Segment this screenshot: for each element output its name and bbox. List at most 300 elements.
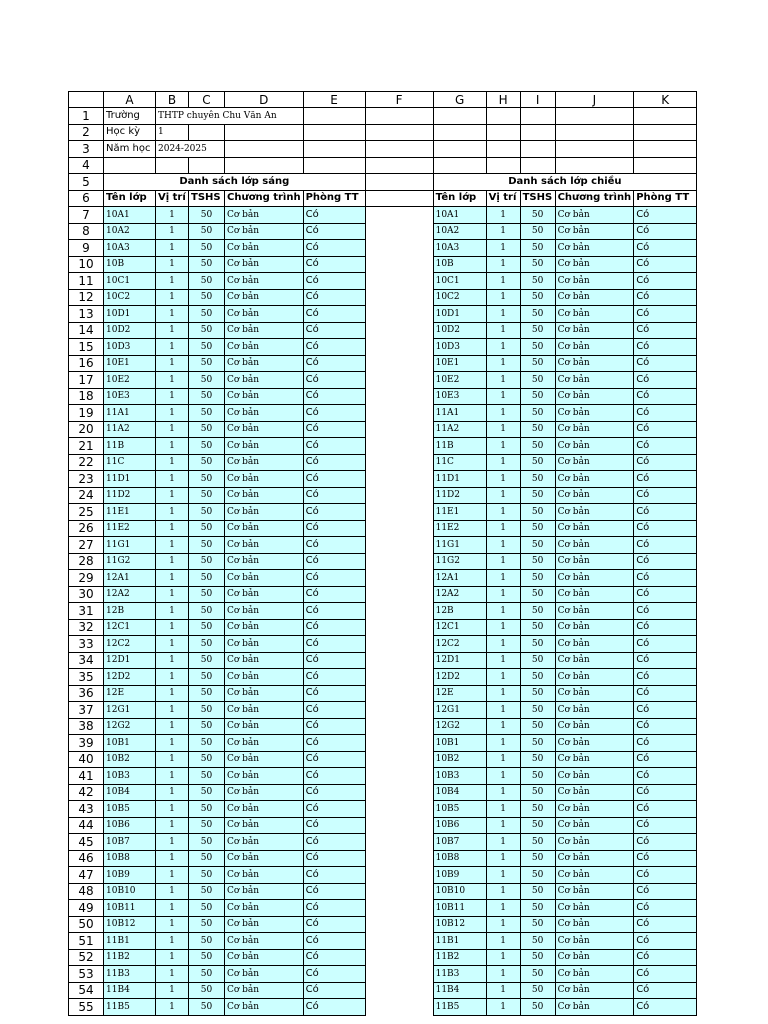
afternoon-room-cell[interactable]: Có (634, 372, 697, 389)
morning-program-cell[interactable]: Cơ bản (225, 289, 304, 306)
morning-program-cell[interactable]: Cơ bản (225, 949, 304, 966)
afternoon-program-cell[interactable]: Cơ bản (555, 306, 634, 323)
afternoon-position-cell[interactable]: 1 (486, 487, 520, 504)
afternoon-room-cell[interactable]: Có (634, 355, 697, 372)
afternoon-class-cell[interactable]: 11B4 (433, 982, 486, 999)
afternoon-students-cell[interactable]: 50 (520, 966, 555, 983)
morning-class-cell[interactable]: 11D2 (104, 487, 156, 504)
morning-program-cell[interactable]: Cơ bản (225, 487, 304, 504)
morning-class-cell[interactable]: 11A2 (104, 421, 156, 438)
afternoon-students-cell[interactable]: 50 (520, 751, 555, 768)
morning-class-cell[interactable]: 11A1 (104, 405, 156, 422)
afternoon-position-cell[interactable]: 1 (486, 801, 520, 818)
afternoon-room-cell[interactable]: Có (634, 223, 697, 240)
morning-position-cell[interactable]: 1 (156, 553, 189, 570)
morning-class-cell[interactable]: 11G2 (104, 553, 156, 570)
morning-students-cell[interactable]: 50 (189, 768, 225, 785)
morning-position-cell[interactable]: 1 (156, 223, 189, 240)
cell[interactable] (486, 141, 520, 158)
morning-program-cell[interactable]: Cơ bản (225, 999, 304, 1016)
morning-class-cell[interactable]: 10B11 (104, 900, 156, 917)
afternoon-program-cell[interactable]: Cơ bản (555, 289, 634, 306)
morning-program-cell[interactable]: Cơ bản (225, 619, 304, 636)
morning-program-cell[interactable]: Cơ bản (225, 372, 304, 389)
afternoon-class-cell[interactable]: 11C (433, 454, 486, 471)
afternoon-class-cell[interactable]: 10B3 (433, 768, 486, 785)
afternoon-program-cell[interactable]: Cơ bản (555, 487, 634, 504)
morning-program-cell[interactable]: Cơ bản (225, 537, 304, 554)
afternoon-room-cell[interactable]: Có (634, 471, 697, 488)
morning-position-cell[interactable]: 1 (156, 306, 189, 323)
morning-program-cell[interactable]: Cơ bản (225, 801, 304, 818)
morning-room-cell[interactable]: Có (303, 850, 365, 867)
row-number[interactable]: 17 (69, 372, 104, 389)
afternoon-program-cell[interactable]: Cơ bản (555, 537, 634, 554)
row-number[interactable]: 24 (69, 487, 104, 504)
afternoon-position-cell[interactable]: 1 (486, 537, 520, 554)
morning-students-cell[interactable]: 50 (189, 223, 225, 240)
afternoon-program-cell[interactable]: Cơ bản (555, 933, 634, 950)
morning-class-cell[interactable]: 10B10 (104, 883, 156, 900)
row-number[interactable]: 6 (69, 190, 104, 207)
column-header[interactable]: C (189, 92, 225, 108)
afternoon-class-cell[interactable]: 11B2 (433, 949, 486, 966)
afternoon-position-cell[interactable]: 1 (486, 306, 520, 323)
morning-program-cell[interactable]: Cơ bản (225, 966, 304, 983)
afternoon-students-cell[interactable]: 50 (520, 652, 555, 669)
morning-position-cell[interactable]: 1 (156, 834, 189, 851)
morning-room-cell[interactable]: Có (303, 900, 365, 917)
row-number[interactable]: 55 (69, 999, 104, 1016)
column-header[interactable]: H (486, 92, 520, 108)
morning-class-cell[interactable]: 10B3 (104, 768, 156, 785)
morning-room-cell[interactable]: Có (303, 421, 365, 438)
afternoon-program-cell[interactable]: Cơ bản (555, 817, 634, 834)
morning-room-cell[interactable]: Có (303, 504, 365, 521)
afternoon-students-cell[interactable]: 50 (520, 834, 555, 851)
afternoon-students-cell[interactable]: 50 (520, 372, 555, 389)
cell[interactable] (365, 157, 433, 174)
afternoon-class-cell[interactable]: 11G2 (433, 553, 486, 570)
cell[interactable] (189, 124, 225, 141)
morning-program-cell[interactable]: Cơ bản (225, 207, 304, 224)
morning-program-cell[interactable]: Cơ bản (225, 751, 304, 768)
cell[interactable] (303, 141, 365, 158)
morning-room-cell[interactable]: Có (303, 916, 365, 933)
row-number[interactable]: 48 (69, 883, 104, 900)
morning-position-cell[interactable]: 1 (156, 652, 189, 669)
morning-class-cell[interactable]: 12C2 (104, 636, 156, 653)
morning-students-cell[interactable]: 50 (189, 801, 225, 818)
morning-program-cell[interactable]: Cơ bản (225, 735, 304, 752)
morning-class-cell[interactable]: 10B9 (104, 867, 156, 884)
morning-room-cell[interactable]: Có (303, 702, 365, 719)
afternoon-room-cell[interactable]: Có (634, 999, 697, 1016)
morning-students-cell[interactable]: 50 (189, 817, 225, 834)
morning-class-cell[interactable]: 10D3 (104, 339, 156, 356)
afternoon-room-cell[interactable]: Có (634, 685, 697, 702)
morning-program-cell[interactable]: Cơ bản (225, 834, 304, 851)
morning-students-cell[interactable]: 50 (189, 306, 225, 323)
cell[interactable] (365, 900, 433, 917)
morning-position-cell[interactable]: 1 (156, 966, 189, 983)
morning-class-cell[interactable]: 10E3 (104, 388, 156, 405)
afternoon-program-cell[interactable]: Cơ bản (555, 999, 634, 1016)
corner-cell[interactable] (69, 92, 104, 108)
morning-program-cell[interactable]: Cơ bản (225, 273, 304, 290)
cell[interactable] (365, 273, 433, 290)
afternoon-program-cell[interactable]: Cơ bản (555, 520, 634, 537)
row-number[interactable]: 46 (69, 850, 104, 867)
afternoon-class-cell[interactable]: 10D3 (433, 339, 486, 356)
afternoon-students-cell[interactable]: 50 (520, 322, 555, 339)
afternoon-class-cell[interactable]: 11D1 (433, 471, 486, 488)
morning-program-cell[interactable]: Cơ bản (225, 850, 304, 867)
cell[interactable] (365, 405, 433, 422)
afternoon-class-cell[interactable]: 11A1 (433, 405, 486, 422)
morning-position-cell[interactable]: 1 (156, 322, 189, 339)
cell[interactable] (520, 108, 555, 125)
morning-room-cell[interactable]: Có (303, 669, 365, 686)
afternoon-students-cell[interactable]: 50 (520, 438, 555, 455)
morning-room-cell[interactable]: Có (303, 438, 365, 455)
afternoon-program-cell[interactable]: Cơ bản (555, 570, 634, 587)
row-number[interactable]: 29 (69, 570, 104, 587)
afternoon-program-cell[interactable]: Cơ bản (555, 883, 634, 900)
afternoon-program-cell[interactable]: Cơ bản (555, 553, 634, 570)
morning-room-cell[interactable]: Có (303, 999, 365, 1016)
morning-students-cell[interactable]: 50 (189, 619, 225, 636)
row-number[interactable]: 16 (69, 355, 104, 372)
morning-program-cell[interactable]: Cơ bản (225, 900, 304, 917)
morning-position-cell[interactable]: 1 (156, 949, 189, 966)
morning-program-cell[interactable]: Cơ bản (225, 570, 304, 587)
morning-position-cell[interactable]: 1 (156, 586, 189, 603)
row-number[interactable]: 40 (69, 751, 104, 768)
afternoon-program-cell[interactable]: Cơ bản (555, 240, 634, 257)
morning-position-cell[interactable]: 1 (156, 405, 189, 422)
afternoon-room-cell[interactable]: Có (634, 867, 697, 884)
row-number[interactable]: 41 (69, 768, 104, 785)
cell[interactable] (365, 652, 433, 669)
afternoon-students-cell[interactable]: 50 (520, 421, 555, 438)
afternoon-class-cell[interactable]: 11B (433, 438, 486, 455)
row-number[interactable]: 30 (69, 586, 104, 603)
cell[interactable] (365, 438, 433, 455)
year-value[interactable]: 2024-2025 (156, 141, 225, 158)
afternoon-header-program[interactable]: Chương trình (555, 190, 634, 207)
cell[interactable] (555, 108, 634, 125)
afternoon-program-cell[interactable]: Cơ bản (555, 454, 634, 471)
morning-class-cell[interactable]: 12B (104, 603, 156, 620)
afternoon-room-cell[interactable]: Có (634, 256, 697, 273)
morning-room-cell[interactable]: Có (303, 405, 365, 422)
morning-class-cell[interactable]: 10D2 (104, 322, 156, 339)
row-number[interactable]: 14 (69, 322, 104, 339)
cell[interactable] (365, 751, 433, 768)
afternoon-position-cell[interactable]: 1 (486, 817, 520, 834)
morning-students-cell[interactable]: 50 (189, 537, 225, 554)
cell[interactable] (634, 108, 697, 125)
morning-program-cell[interactable]: Cơ bản (225, 471, 304, 488)
afternoon-position-cell[interactable]: 1 (486, 388, 520, 405)
morning-position-cell[interactable]: 1 (156, 256, 189, 273)
cell[interactable] (104, 157, 156, 174)
column-header[interactable]: B (156, 92, 189, 108)
row-number[interactable]: 31 (69, 603, 104, 620)
morning-program-cell[interactable]: Cơ bản (225, 685, 304, 702)
morning-program-cell[interactable]: Cơ bản (225, 438, 304, 455)
morning-room-cell[interactable]: Có (303, 735, 365, 752)
afternoon-position-cell[interactable]: 1 (486, 850, 520, 867)
column-header[interactable]: D (225, 92, 304, 108)
cell[interactable] (555, 124, 634, 141)
morning-header-room[interactable]: Phòng TT (303, 190, 365, 207)
morning-position-cell[interactable]: 1 (156, 273, 189, 290)
morning-class-cell[interactable]: 11B (104, 438, 156, 455)
afternoon-position-cell[interactable]: 1 (486, 982, 520, 999)
morning-program-cell[interactable]: Cơ bản (225, 306, 304, 323)
afternoon-room-cell[interactable]: Có (634, 735, 697, 752)
morning-room-cell[interactable]: Có (303, 487, 365, 504)
afternoon-program-cell[interactable]: Cơ bản (555, 471, 634, 488)
row-number[interactable]: 1 (69, 108, 104, 125)
cell[interactable] (365, 454, 433, 471)
afternoon-program-cell[interactable]: Cơ bản (555, 652, 634, 669)
morning-position-cell[interactable]: 1 (156, 240, 189, 257)
morning-position-cell[interactable]: 1 (156, 735, 189, 752)
afternoon-students-cell[interactable]: 50 (520, 949, 555, 966)
row-number[interactable]: 28 (69, 553, 104, 570)
afternoon-position-cell[interactable]: 1 (486, 289, 520, 306)
afternoon-room-cell[interactable]: Có (634, 289, 697, 306)
morning-position-cell[interactable]: 1 (156, 982, 189, 999)
afternoon-students-cell[interactable]: 50 (520, 537, 555, 554)
morning-program-cell[interactable]: Cơ bản (225, 421, 304, 438)
cell[interactable] (365, 867, 433, 884)
school-value[interactable]: THTP chuyên Chu Văn An (156, 108, 304, 125)
morning-students-cell[interactable]: 50 (189, 570, 225, 587)
afternoon-students-cell[interactable]: 50 (520, 718, 555, 735)
afternoon-room-cell[interactable]: Có (634, 933, 697, 950)
row-number[interactable]: 9 (69, 240, 104, 257)
morning-program-cell[interactable]: Cơ bản (225, 982, 304, 999)
morning-class-cell[interactable]: 10C2 (104, 289, 156, 306)
morning-room-cell[interactable]: Có (303, 817, 365, 834)
row-number[interactable]: 2 (69, 124, 104, 141)
afternoon-program-cell[interactable]: Cơ bản (555, 322, 634, 339)
cell[interactable] (365, 982, 433, 999)
afternoon-class-cell[interactable]: 10B11 (433, 900, 486, 917)
morning-position-cell[interactable]: 1 (156, 933, 189, 950)
afternoon-program-cell[interactable]: Cơ bản (555, 834, 634, 851)
row-number[interactable]: 15 (69, 339, 104, 356)
morning-students-cell[interactable]: 50 (189, 504, 225, 521)
cell[interactable] (486, 124, 520, 141)
cell[interactable] (365, 784, 433, 801)
morning-position-cell[interactable]: 1 (156, 454, 189, 471)
row-number[interactable]: 26 (69, 520, 104, 537)
afternoon-class-cell[interactable]: 10B6 (433, 817, 486, 834)
morning-position-cell[interactable]: 1 (156, 850, 189, 867)
morning-room-cell[interactable]: Có (303, 933, 365, 950)
afternoon-room-cell[interactable]: Có (634, 454, 697, 471)
afternoon-program-cell[interactable]: Cơ bản (555, 916, 634, 933)
afternoon-class-cell[interactable]: 10B7 (433, 834, 486, 851)
morning-class-cell[interactable]: 10A3 (104, 240, 156, 257)
row-number[interactable]: 7 (69, 207, 104, 224)
morning-room-cell[interactable]: Có (303, 982, 365, 999)
afternoon-room-cell[interactable]: Có (634, 388, 697, 405)
afternoon-room-cell[interactable]: Có (634, 421, 697, 438)
afternoon-students-cell[interactable]: 50 (520, 223, 555, 240)
cell[interactable] (365, 520, 433, 537)
afternoon-room-cell[interactable]: Có (634, 916, 697, 933)
afternoon-students-cell[interactable]: 50 (520, 784, 555, 801)
afternoon-room-cell[interactable]: Có (634, 273, 697, 290)
morning-program-cell[interactable]: Cơ bản (225, 553, 304, 570)
morning-students-cell[interactable]: 50 (189, 372, 225, 389)
afternoon-program-cell[interactable]: Cơ bản (555, 372, 634, 389)
morning-students-cell[interactable]: 50 (189, 751, 225, 768)
afternoon-students-cell[interactable]: 50 (520, 603, 555, 620)
column-header[interactable]: A (104, 92, 156, 108)
afternoon-room-cell[interactable]: Có (634, 817, 697, 834)
cell[interactable] (433, 157, 486, 174)
cell[interactable] (365, 240, 433, 257)
afternoon-program-cell[interactable]: Cơ bản (555, 636, 634, 653)
morning-position-cell[interactable]: 1 (156, 784, 189, 801)
afternoon-program-cell[interactable]: Cơ bản (555, 223, 634, 240)
row-number[interactable]: 36 (69, 685, 104, 702)
column-header[interactable]: G (433, 92, 486, 108)
morning-students-cell[interactable]: 50 (189, 438, 225, 455)
afternoon-students-cell[interactable]: 50 (520, 471, 555, 488)
afternoon-class-cell[interactable]: 12B (433, 603, 486, 620)
cell[interactable] (365, 702, 433, 719)
morning-room-cell[interactable]: Có (303, 867, 365, 884)
afternoon-position-cell[interactable]: 1 (486, 751, 520, 768)
row-number[interactable]: 54 (69, 982, 104, 999)
morning-room-cell[interactable]: Có (303, 553, 365, 570)
cell[interactable] (365, 883, 433, 900)
row-number[interactable]: 23 (69, 471, 104, 488)
morning-class-cell[interactable]: 11E2 (104, 520, 156, 537)
morning-program-cell[interactable]: Cơ bản (225, 223, 304, 240)
cell[interactable] (365, 537, 433, 554)
row-number[interactable]: 4 (69, 157, 104, 174)
cell[interactable] (365, 801, 433, 818)
afternoon-position-cell[interactable]: 1 (486, 339, 520, 356)
afternoon-header-students[interactable]: TSHS (520, 190, 555, 207)
morning-program-cell[interactable]: Cơ bản (225, 454, 304, 471)
afternoon-students-cell[interactable]: 50 (520, 504, 555, 521)
morning-room-cell[interactable]: Có (303, 768, 365, 785)
cell[interactable] (365, 570, 433, 587)
morning-position-cell[interactable]: 1 (156, 487, 189, 504)
afternoon-position-cell[interactable]: 1 (486, 933, 520, 950)
cell[interactable] (365, 108, 433, 125)
afternoon-room-cell[interactable]: Có (634, 240, 697, 257)
cell[interactable] (433, 108, 486, 125)
afternoon-students-cell[interactable]: 50 (520, 405, 555, 422)
morning-class-cell[interactable]: 12C1 (104, 619, 156, 636)
morning-students-cell[interactable]: 50 (189, 454, 225, 471)
cell[interactable] (555, 141, 634, 158)
morning-class-cell[interactable]: 11B3 (104, 966, 156, 983)
row-number[interactable]: 25 (69, 504, 104, 521)
morning-students-cell[interactable]: 50 (189, 273, 225, 290)
morning-position-cell[interactable]: 1 (156, 504, 189, 521)
morning-students-cell[interactable]: 50 (189, 669, 225, 686)
afternoon-room-cell[interactable]: Có (634, 504, 697, 521)
morning-class-cell[interactable]: 10B (104, 256, 156, 273)
cell[interactable] (365, 949, 433, 966)
afternoon-room-cell[interactable]: Có (634, 306, 697, 323)
afternoon-position-cell[interactable]: 1 (486, 471, 520, 488)
afternoon-class-cell[interactable]: 10B1 (433, 735, 486, 752)
afternoon-class-cell[interactable]: 12D1 (433, 652, 486, 669)
morning-program-cell[interactable]: Cơ bản (225, 652, 304, 669)
morning-header-position[interactable]: Vị trí (156, 190, 189, 207)
row-number[interactable]: 37 (69, 702, 104, 719)
afternoon-students-cell[interactable]: 50 (520, 883, 555, 900)
afternoon-class-cell[interactable]: 10E1 (433, 355, 486, 372)
afternoon-students-cell[interactable]: 50 (520, 817, 555, 834)
morning-program-cell[interactable]: Cơ bản (225, 603, 304, 620)
morning-class-cell[interactable]: 10B1 (104, 735, 156, 752)
cell[interactable] (365, 636, 433, 653)
afternoon-students-cell[interactable]: 50 (520, 636, 555, 653)
morning-students-cell[interactable]: 50 (189, 207, 225, 224)
afternoon-students-cell[interactable]: 50 (520, 801, 555, 818)
afternoon-room-cell[interactable]: Có (634, 339, 697, 356)
afternoon-room-cell[interactable]: Có (634, 669, 697, 686)
afternoon-class-cell[interactable]: 10B8 (433, 850, 486, 867)
cell[interactable] (365, 289, 433, 306)
morning-room-cell[interactable]: Có (303, 471, 365, 488)
afternoon-class-cell[interactable]: 11E1 (433, 504, 486, 521)
afternoon-program-cell[interactable]: Cơ bản (555, 801, 634, 818)
morning-class-cell[interactable]: 12A2 (104, 586, 156, 603)
afternoon-room-cell[interactable]: Có (634, 768, 697, 785)
morning-position-cell[interactable]: 1 (156, 339, 189, 356)
morning-room-cell[interactable]: Có (303, 454, 365, 471)
morning-list-title[interactable]: Danh sách lớp sáng (104, 174, 366, 191)
afternoon-class-cell[interactable]: 10B12 (433, 916, 486, 933)
morning-room-cell[interactable]: Có (303, 883, 365, 900)
morning-room-cell[interactable]: Có (303, 652, 365, 669)
afternoon-class-cell[interactable]: 12A1 (433, 570, 486, 587)
row-number[interactable]: 22 (69, 454, 104, 471)
cell[interactable] (303, 157, 365, 174)
morning-position-cell[interactable]: 1 (156, 537, 189, 554)
afternoon-class-cell[interactable]: 12A2 (433, 586, 486, 603)
morning-program-cell[interactable]: Cơ bản (225, 669, 304, 686)
row-number[interactable]: 13 (69, 306, 104, 323)
cell[interactable] (433, 141, 486, 158)
cell[interactable] (365, 223, 433, 240)
morning-students-cell[interactable]: 50 (189, 883, 225, 900)
afternoon-position-cell[interactable]: 1 (486, 916, 520, 933)
afternoon-room-cell[interactable]: Có (634, 636, 697, 653)
year-label[interactable]: Năm học (104, 141, 156, 158)
afternoon-students-cell[interactable]: 50 (520, 867, 555, 884)
afternoon-room-cell[interactable]: Có (634, 207, 697, 224)
afternoon-position-cell[interactable]: 1 (486, 240, 520, 257)
afternoon-students-cell[interactable]: 50 (520, 289, 555, 306)
afternoon-program-cell[interactable]: Cơ bản (555, 966, 634, 983)
